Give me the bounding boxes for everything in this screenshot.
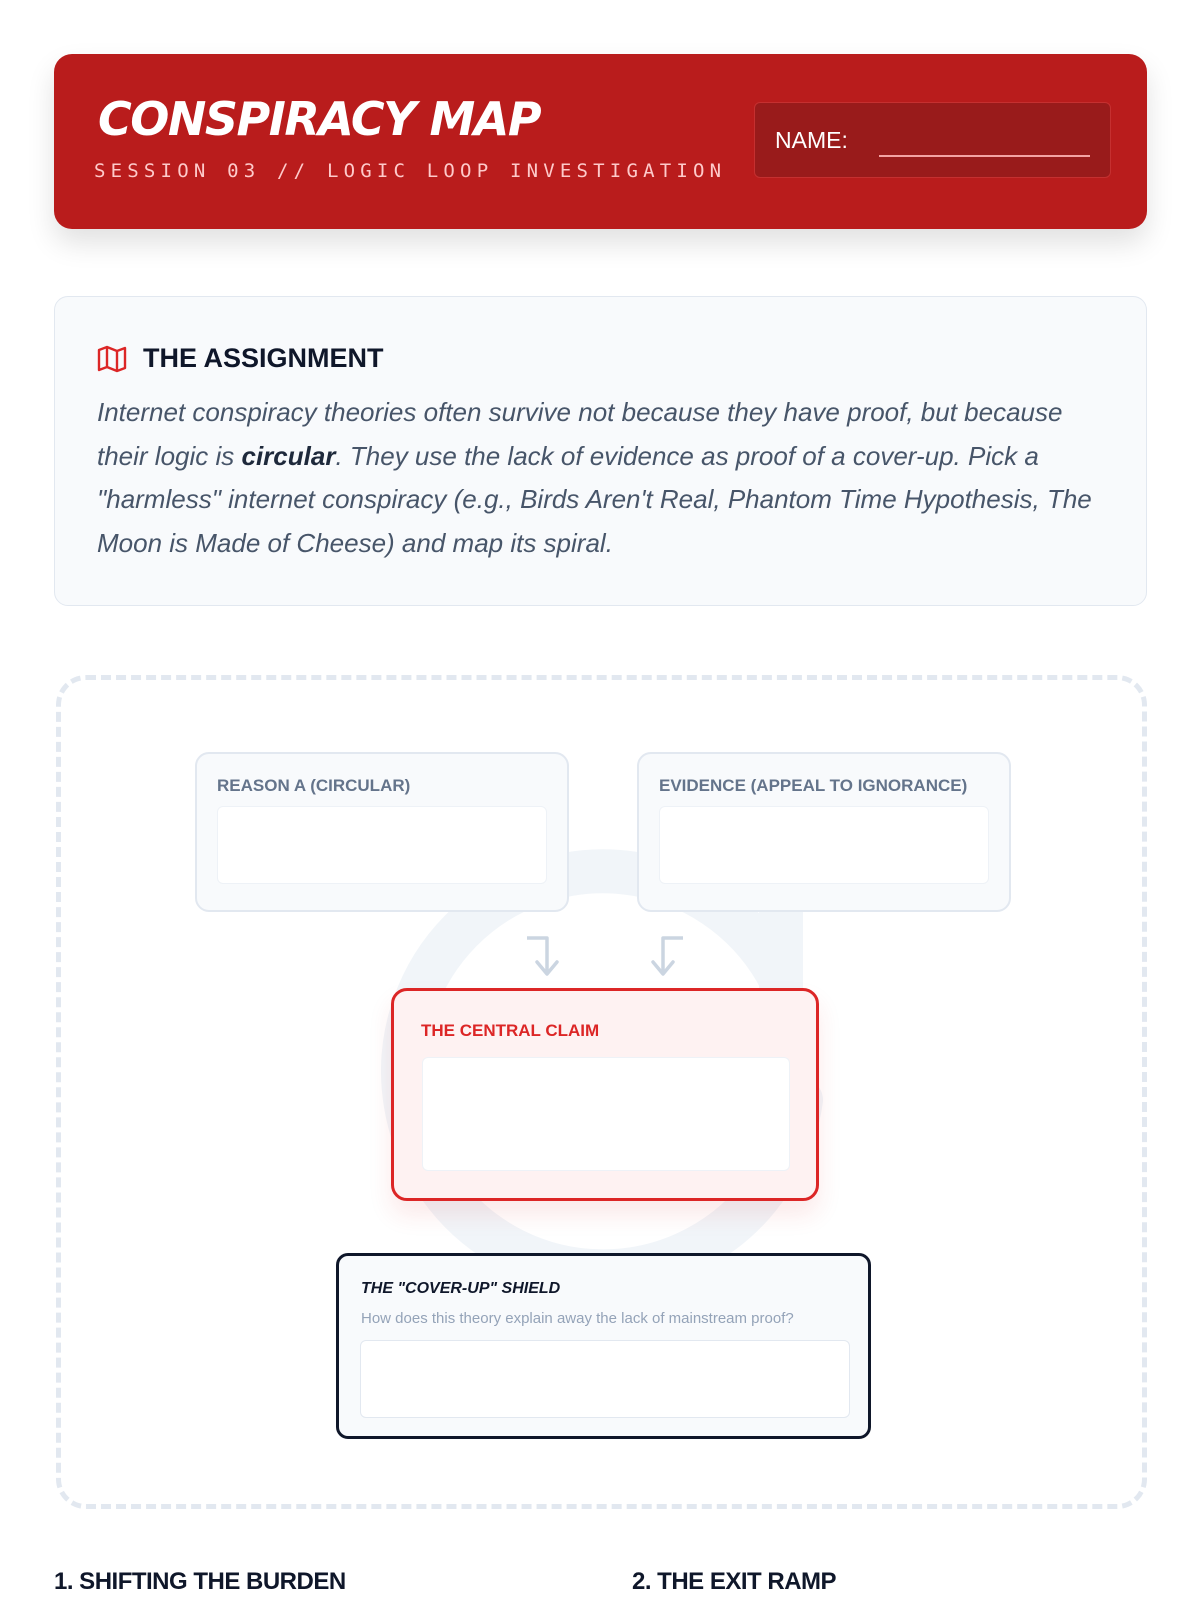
reason-a-field[interactable]: [217, 806, 547, 884]
evidence-card: [637, 752, 1011, 912]
emphasis-circular: circular: [241, 440, 336, 471]
central-claim-card: [391, 988, 819, 1201]
arrow-down-right-icon: [523, 932, 569, 980]
assignment-title: THE ASSIGNMENT: [143, 343, 384, 373]
reason-a-card: [195, 752, 569, 912]
assignment-heading: [97, 343, 384, 374]
section-heading-shifting-burden: 1. SHIFTING THE BURDEN: [54, 1568, 346, 1595]
evidence-label: EVIDENCE (APPEAL TO IGNORANCE): [659, 776, 968, 795]
cover-up-shield-help: How does this theory explain away the lack of mainstream proof?: [361, 1310, 794, 1327]
cover-up-shield-card: [336, 1253, 871, 1439]
cover-up-shield-label: THE "COVER-UP" SHIELD: [361, 1280, 561, 1297]
name-field[interactable]: [754, 102, 1111, 178]
map-icon: [97, 345, 127, 373]
central-claim-label: THE CENTRAL CLAIM: [421, 1021, 600, 1040]
assignment-panel: [54, 296, 1147, 606]
header-banner: [54, 54, 1147, 229]
name-label: NAME:: [775, 127, 848, 153]
name-input-line[interactable]: [879, 155, 1090, 157]
evidence-field[interactable]: [659, 806, 989, 884]
page-subtitle: SESSION 03 // LOGIC LOOP INVESTIGATION: [94, 160, 727, 182]
section-heading-exit-ramp: 2. THE EXIT RAMP: [632, 1568, 837, 1595]
page-title: CONSPIRACY MAP: [98, 92, 541, 146]
cover-up-shield-field[interactable]: [360, 1340, 850, 1418]
central-claim-field[interactable]: [422, 1057, 790, 1171]
reason-a-label: REASON A (CIRCULAR): [217, 776, 411, 795]
arrow-down-left-icon: [641, 932, 687, 980]
assignment-text: Internet conspiracy theories often survive not because they have proof, but because their logic is circular. They use the lack of evidence as proof of a cover-up. Pick a "harmless" internet conspiracy (e.g., Birds Aren't Real, Phantom Time Hypothesis, The Moon is Made of Cheese) and map its spiral.: [97, 397, 1092, 558]
logic-loop-diagram: [56, 675, 1147, 1509]
